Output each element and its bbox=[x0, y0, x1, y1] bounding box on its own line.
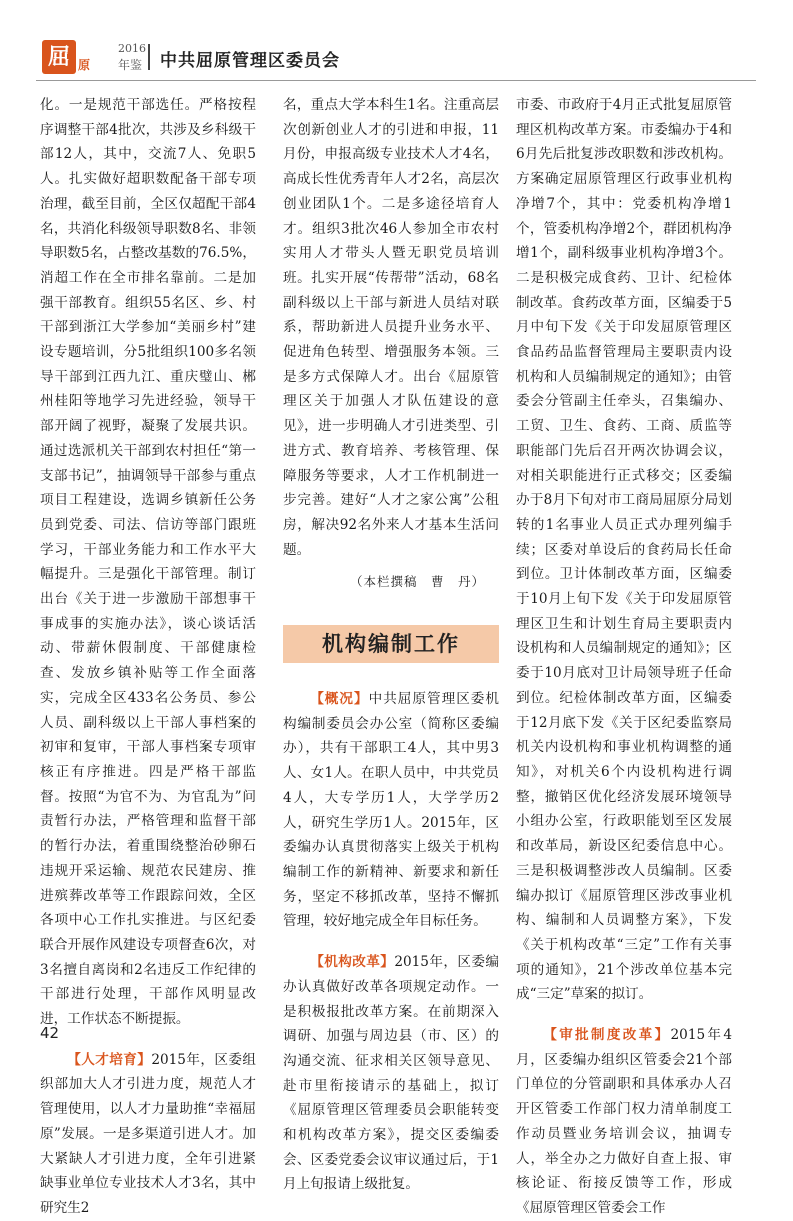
section-title-banner: 机构编制工作 bbox=[283, 625, 499, 663]
paragraph-talent-continued: 名，重点大学本科生1名。注重高层次创新创业人才的引进和申报，11月份，申报高级专业技术人才4名，高成长性优秀青年人才2名，高层次创业团队1个。二是多途径培育人才。组织3批次46人参加全市农村实用人才带头人暨无职党员培训班。扎实开展“传帮带”活动，68名副科级以上干部与新进人员结对联系，帮助新进人员提升业务水平、促进角色转型、增强服务本领。三是多方式保障人才。出台《屈原管理区关于加强人才队伍建设的意见》，进一步明确人才引进类型、引进方式、教育培养、考核管理、保障服务等要求，人才工作机制进一步完善。建好“人才之家公寓”公租房，解决92名外来人才基本生活问题。 bbox=[283, 97, 499, 558]
yearbook-year: 2016 bbox=[118, 42, 146, 55]
paragraph-institutional-reform bbox=[283, 950, 499, 1197]
text-talent-cultivation: 2015年，区委组织部加大人才引进力度，规范人才管理使用，以人才力量助推“幸福屈原”发展。一是多渠道引进人才。加大紧缺人才引进力度，全年引进紧缺事业单位专业技术人才3名，其中研究生2 bbox=[40, 1051, 256, 1216]
text-approval-reform: 2015年4月，区委编办组织区管委会21个部门单位的分管副职和具体承办人召开区管委工作部门权力清单制度工作动员暨业务培训会议，抽调专人，举全办之力做好自查上报、审核论证、衔接反馈等工作，形成《屈原管理区管委会工作 bbox=[516, 1027, 732, 1216]
text-institutional-reform: 2015年，区委编办认真做好改革各项规定动作。一是积极报批改革方案。在前期深入调研、加强与周边县（市、区）的沟通交流、征求相关区领导意见、赴市里衔接请示的基础上，拟订《屈原管理区管理委员会职能转变和机构改革方案》，提交区委编委会、区委党委会议审议通过后，于1月上旬报请上级批复。 bbox=[283, 954, 499, 1193]
label-overview: 【概况】 bbox=[310, 691, 369, 708]
paragraph-overview bbox=[283, 687, 499, 934]
column-1 bbox=[40, 93, 256, 1221]
label-approval-reform: 【审批制度改革】 bbox=[543, 1027, 671, 1044]
paragraph-cadre-management: 化。一是规范干部选任。严格按程序调整干部4批次，共涉及乡科级干部12人，其中，交流7人、免职5人。扎实做好超职数配备干部专项治理，截至目前，全区仅超配干部4名，共消化科级领导职数8名、非领导职数5名，占整改基数的76.5%，消超工作在全市排名靠前。二是加强干部教育。组织55名区、乡、村干部到浙江大学参加“美丽乡村”建设专题培训，分5批组织100多名领导干部到江西九江、重庆璧山、郴州桂阳等地学习先进经验，领导干部开阔了视野，凝聚了发展共识。通过选派机关干部到农村担任“第一支部书记”，抽调领导干部参与重点项目工程建设，选调乡镇新任公务员到党委、司法、信访等部门跟班学习，干部业务能力和工作水平大幅提升。三是强化干部管理。制订出台《关于进一步激励干部想事干事成事的实施办法》，谈心谈话活动、带薪休假制度、干部健康检查、发放乡镇补贴等工作全面落实，完成全区433名公务员、参公人员、副科级以上干部人事档案的初审和复审，干部人事档案专项审核正有序推进。四是严格干部监督。按照“为官不为、为官乱为”问责暂行办法，严格管理和监督干部的暂行办法，着重围绕整治砂卵石违规开采运输、规范农民建房、推进殡葬改革等工作跟踪问效，全区各项中心工作扎实推进。与区纪委联合开展作风建设专项督查6次，对3名擅自离岗和2名违反工作纪律的干部进行处理，干部作风明显改进，工作状态不断提振。 bbox=[40, 97, 256, 1028]
paragraph-reform-continued: 市委、市政府于4月正式批复屈原管理区机构改革方案。市委编办于4和6月先后批复涉改职数和涉改机构。方案确定屈原管理区行政事业机构净增7个，其中：党委机构净增1个，管委机构净增2个，群团机构净增1个，副科级事业机构净增3个。二是积极完成食药、卫计、纪检体制改革。食药改革方面，区编委于5月中旬下发《关于印发屈原管理区食品药品监督管理局主要职责内设机构和人员编制规定的通知》；由管委会分管副主任牵头，召集编办、工贸、卫生、食药、工商、质监等职能部门先后召开两次协调会议，对相关职能进行正式移交；区委编办于8月下旬对市工商局屈原分局划转的1名事业人员正式办理列编手续；区委对单设后的食药局长任命到位。卫计体制改革方面，区编委于10月上旬下发《关于印发屈原管理区卫生和计划生育局主要职责内设机构和人员编制规定的通知》；区委于10月底对卫计局领导班子任命到位。纪检体制改革方面，区编委于12月底下发《关于区纪委监察局机关内设机构和事业机构调整的通知》，对机关6个内设机构进行调整，撤销区优化经济发展环境领导小组办公室，行政职能划至区发展和改革局，新设区纪委信息中心。三是积极调整涉改人员编制。区委编办拟订《屈原管理区涉改事业机构、编制和人员调整方案》，下发《关于机构改革“三定”工作有关事项的通知》，21个涉改单位基本完成“三定”草案的拟订。 bbox=[516, 97, 732, 1003]
logo-subtitle: 原 bbox=[78, 58, 91, 72]
page-number: 42 bbox=[40, 1024, 60, 1042]
header-divider bbox=[148, 44, 150, 70]
label-institutional-reform: 【机构改革】 bbox=[310, 954, 395, 971]
text-overview: 中共屈原管理区委机构编制委员会办公室（简称区委编办），共有干部职工4人，其中男3人、女1人。在职人员中，中共党员4人，大专学历1人，大学学历2人，研究生学历1人。2015年，区委编办认真贯彻落实上级关于机构编制工作的新精神、新要求和新任务，坚定不移抓改革，坚持不懈抓管理，较好地完成全年目标任务。 bbox=[283, 691, 499, 930]
yearbook-logo: 屈 bbox=[42, 40, 76, 74]
section-header-title: 中共屈原管理区委员会 bbox=[160, 51, 340, 71]
page-header bbox=[36, 36, 756, 78]
label-talent-cultivation: 【人才培育】 bbox=[67, 1051, 152, 1068]
column-2 bbox=[283, 93, 499, 1197]
yearbook-label: 年鉴 bbox=[118, 58, 143, 72]
paragraph-talent-cultivation bbox=[40, 1048, 256, 1221]
header-rule bbox=[36, 80, 756, 81]
author-byline: （本栏撰稿 曹 丹） bbox=[349, 574, 485, 590]
paragraph-approval-reform bbox=[516, 1023, 732, 1221]
column-3 bbox=[516, 93, 732, 1221]
